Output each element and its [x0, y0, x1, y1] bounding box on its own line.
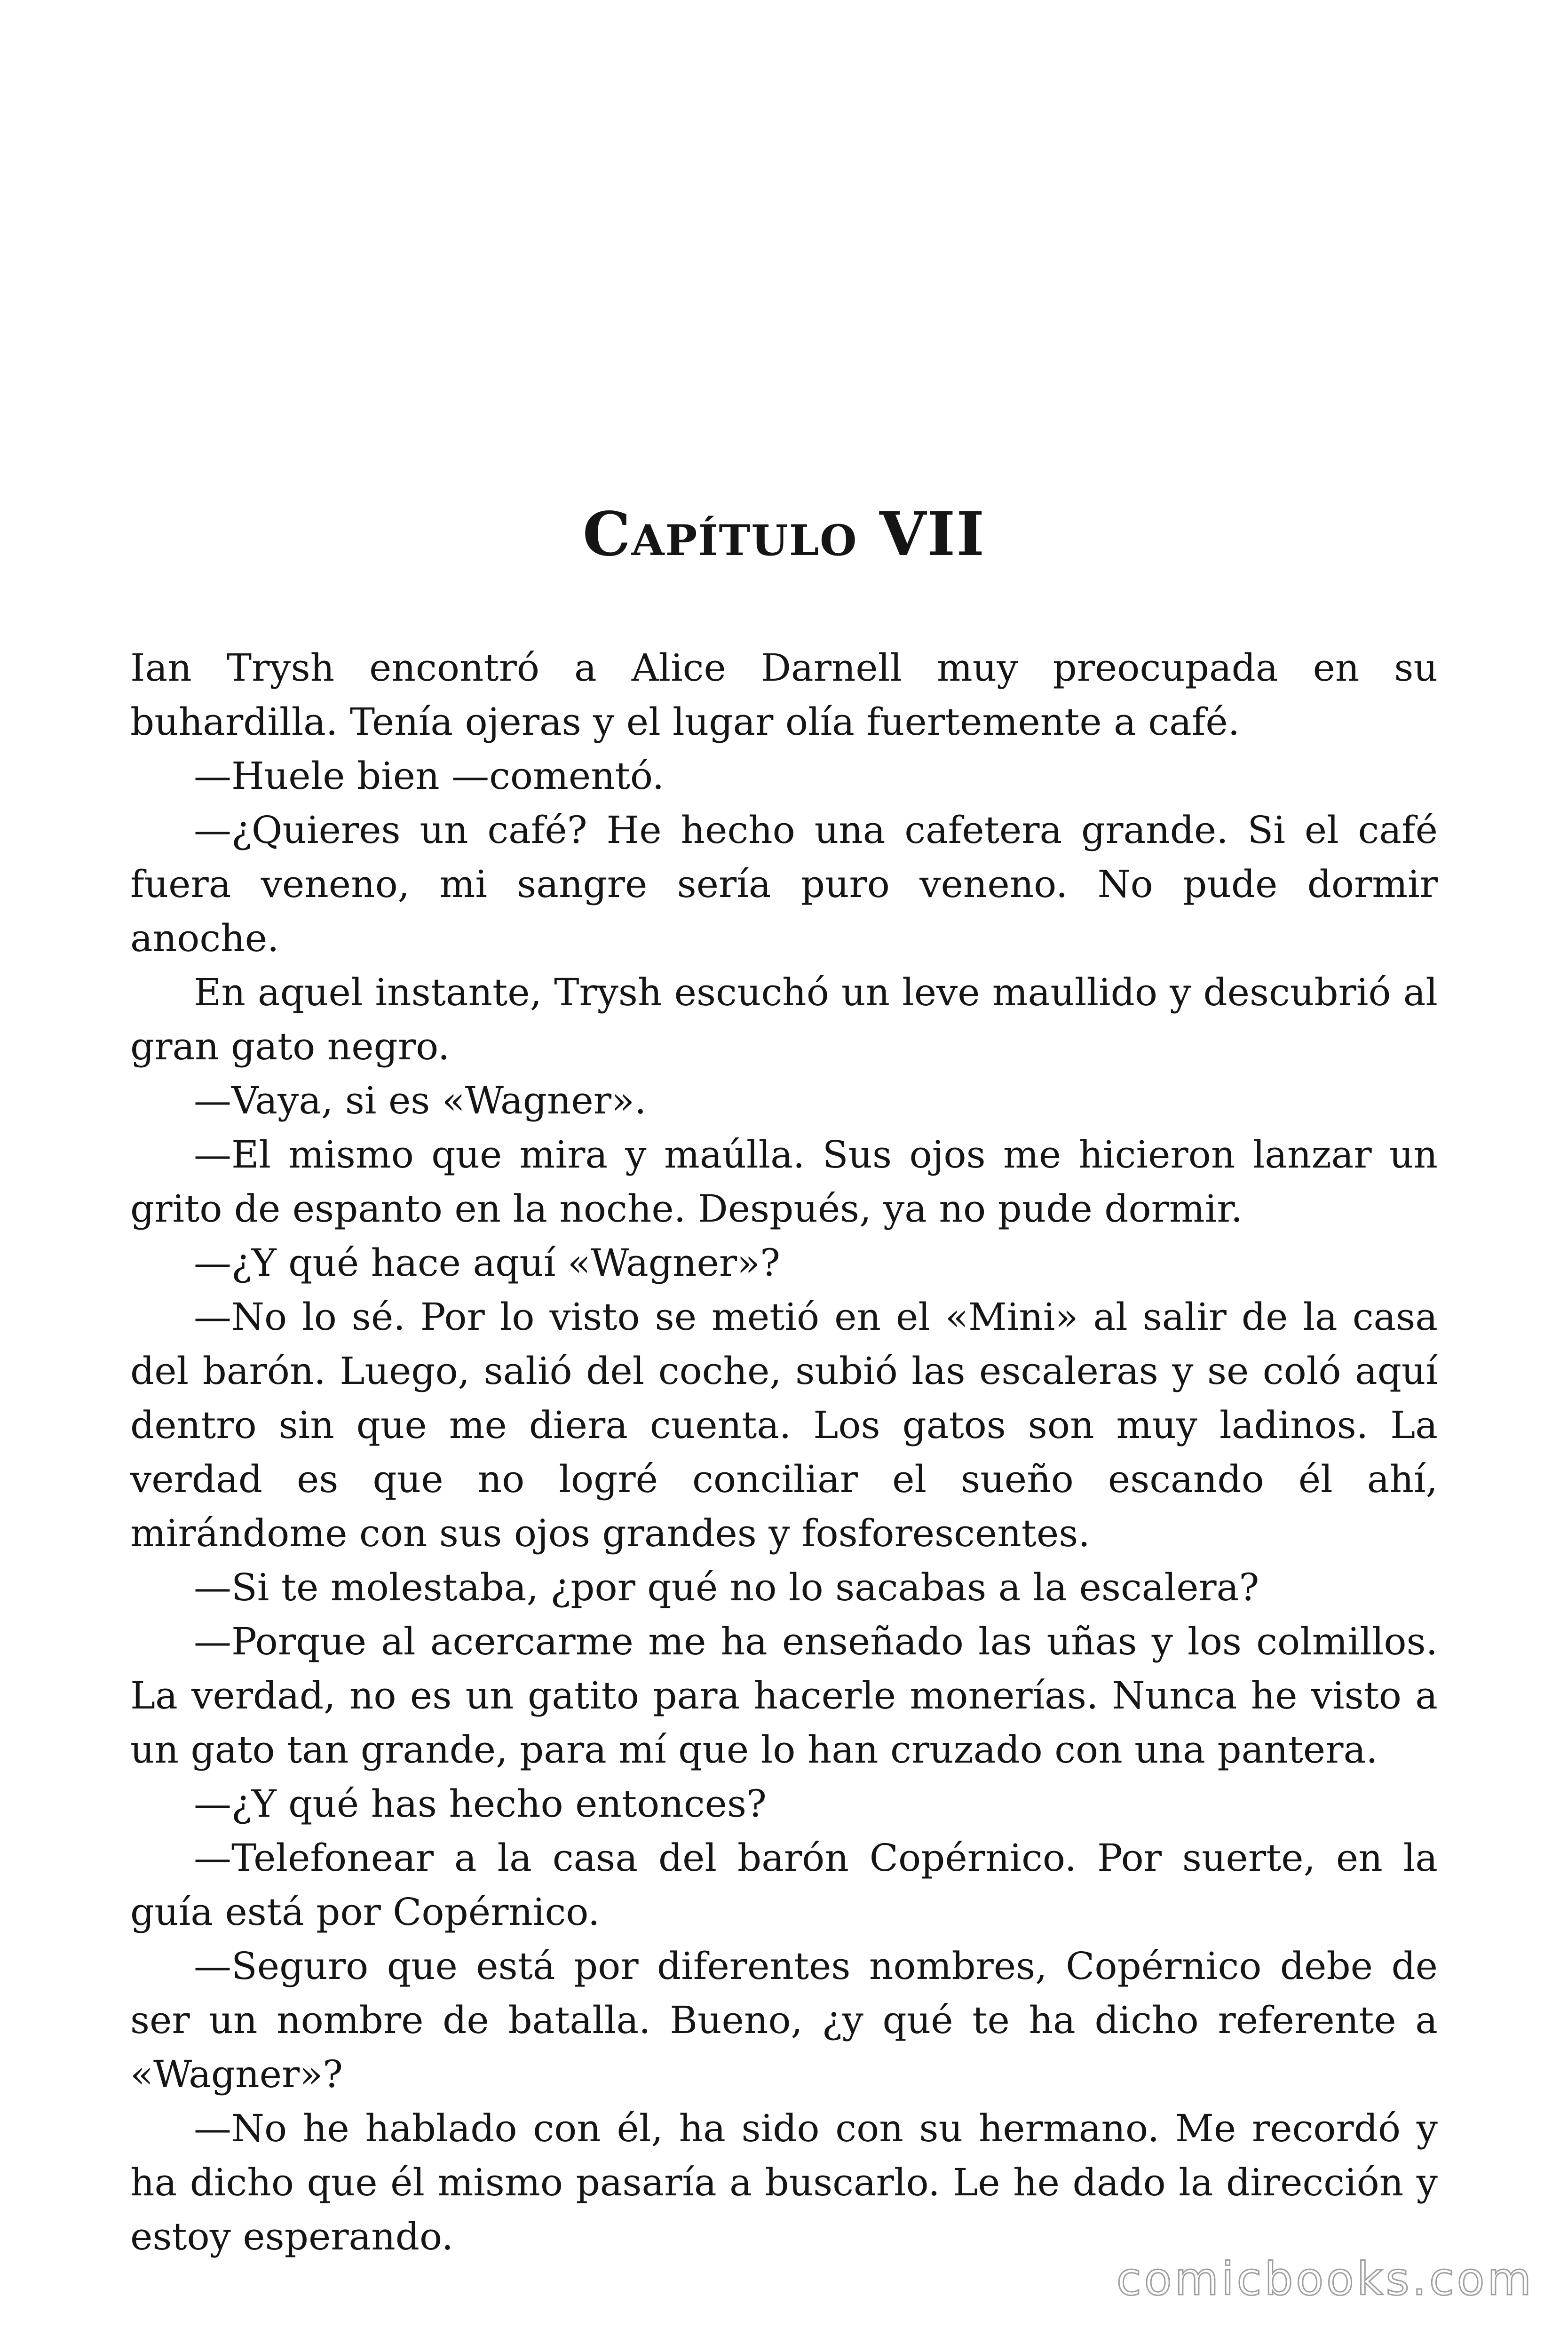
paragraph: —Seguro que está por diferentes nombres, Copérnico debe de ser un nombre de batalla. Bueno, ¿y qué te ha dicho referente a «Wagner»? [130, 1944, 1438, 2096]
paragraph: —Vaya, si es «Wagner». [194, 1079, 647, 1122]
chapter-title: Capítulo VII [582, 499, 986, 570]
paragraph: —¿Quieres un café? He hecho una cafetera grande. Si el café fuera veneno, mi sangre sería puro veneno. No pude dormir anoche. [130, 808, 1438, 960]
paragraph: —¿Y qué has hecho entonces? [194, 1782, 767, 1826]
chapter-body [130, 641, 1438, 2264]
paragraph: —No he hablado con él, ha sido con su hermano. Me recordó y ha dicho que él mismo pasaría a buscarlo. Le he dado la dirección y estoy esperando. [130, 2106, 1438, 2258]
paragraph: —No lo sé. Por lo visto se metió en el «Mini» al salir de la casa del barón. Luego, salió del coche, subió las escaleras y se coló aquí dentro sin que me diera cuenta. Los gatos son muy ladinos. La verdad es que no logré conciliar el sueño escando él ahí, mirándome con sus ojos grandes y fosforescentes. [130, 1295, 1438, 1555]
paragraph: Ian Trysh encontró a Alice Darnell muy preocupada en su buhardilla. Tenía ojeras y el lugar olía fuertemente a café. [130, 646, 1438, 744]
paragraph: En aquel instante, Trysh escuchó un leve maullido y descubrió al gran gato negro. [130, 970, 1438, 1068]
paragraph: —Telefonear a la casa del barón Copérnico. Por suerte, en la guía está por Copérnico. [130, 1836, 1438, 1934]
paragraph: —Porque al acercarme me ha enseñado las uñas y los colmillos. La verdad, no es un gatito para hacerle monerías. Nunca he visto a un gato tan grande, para mí que lo han cruzado con una pantera. [130, 1620, 1438, 1772]
paragraph: —Huele bien —comentó. [194, 754, 665, 798]
paragraph: —¿Y qué hace aquí «Wagner»? [194, 1241, 780, 1285]
watermark: comicbooks.com [1116, 2253, 1534, 2305]
paragraph: —El mismo que mira y maúlla. Sus ojos me hicieron lanzar un grito de espanto en la noche. Después, ya no pude dormir. [130, 1133, 1438, 1231]
paragraph: —Si te molestaba, ¿por qué no lo sacabas a la escalera? [194, 1565, 1259, 1609]
